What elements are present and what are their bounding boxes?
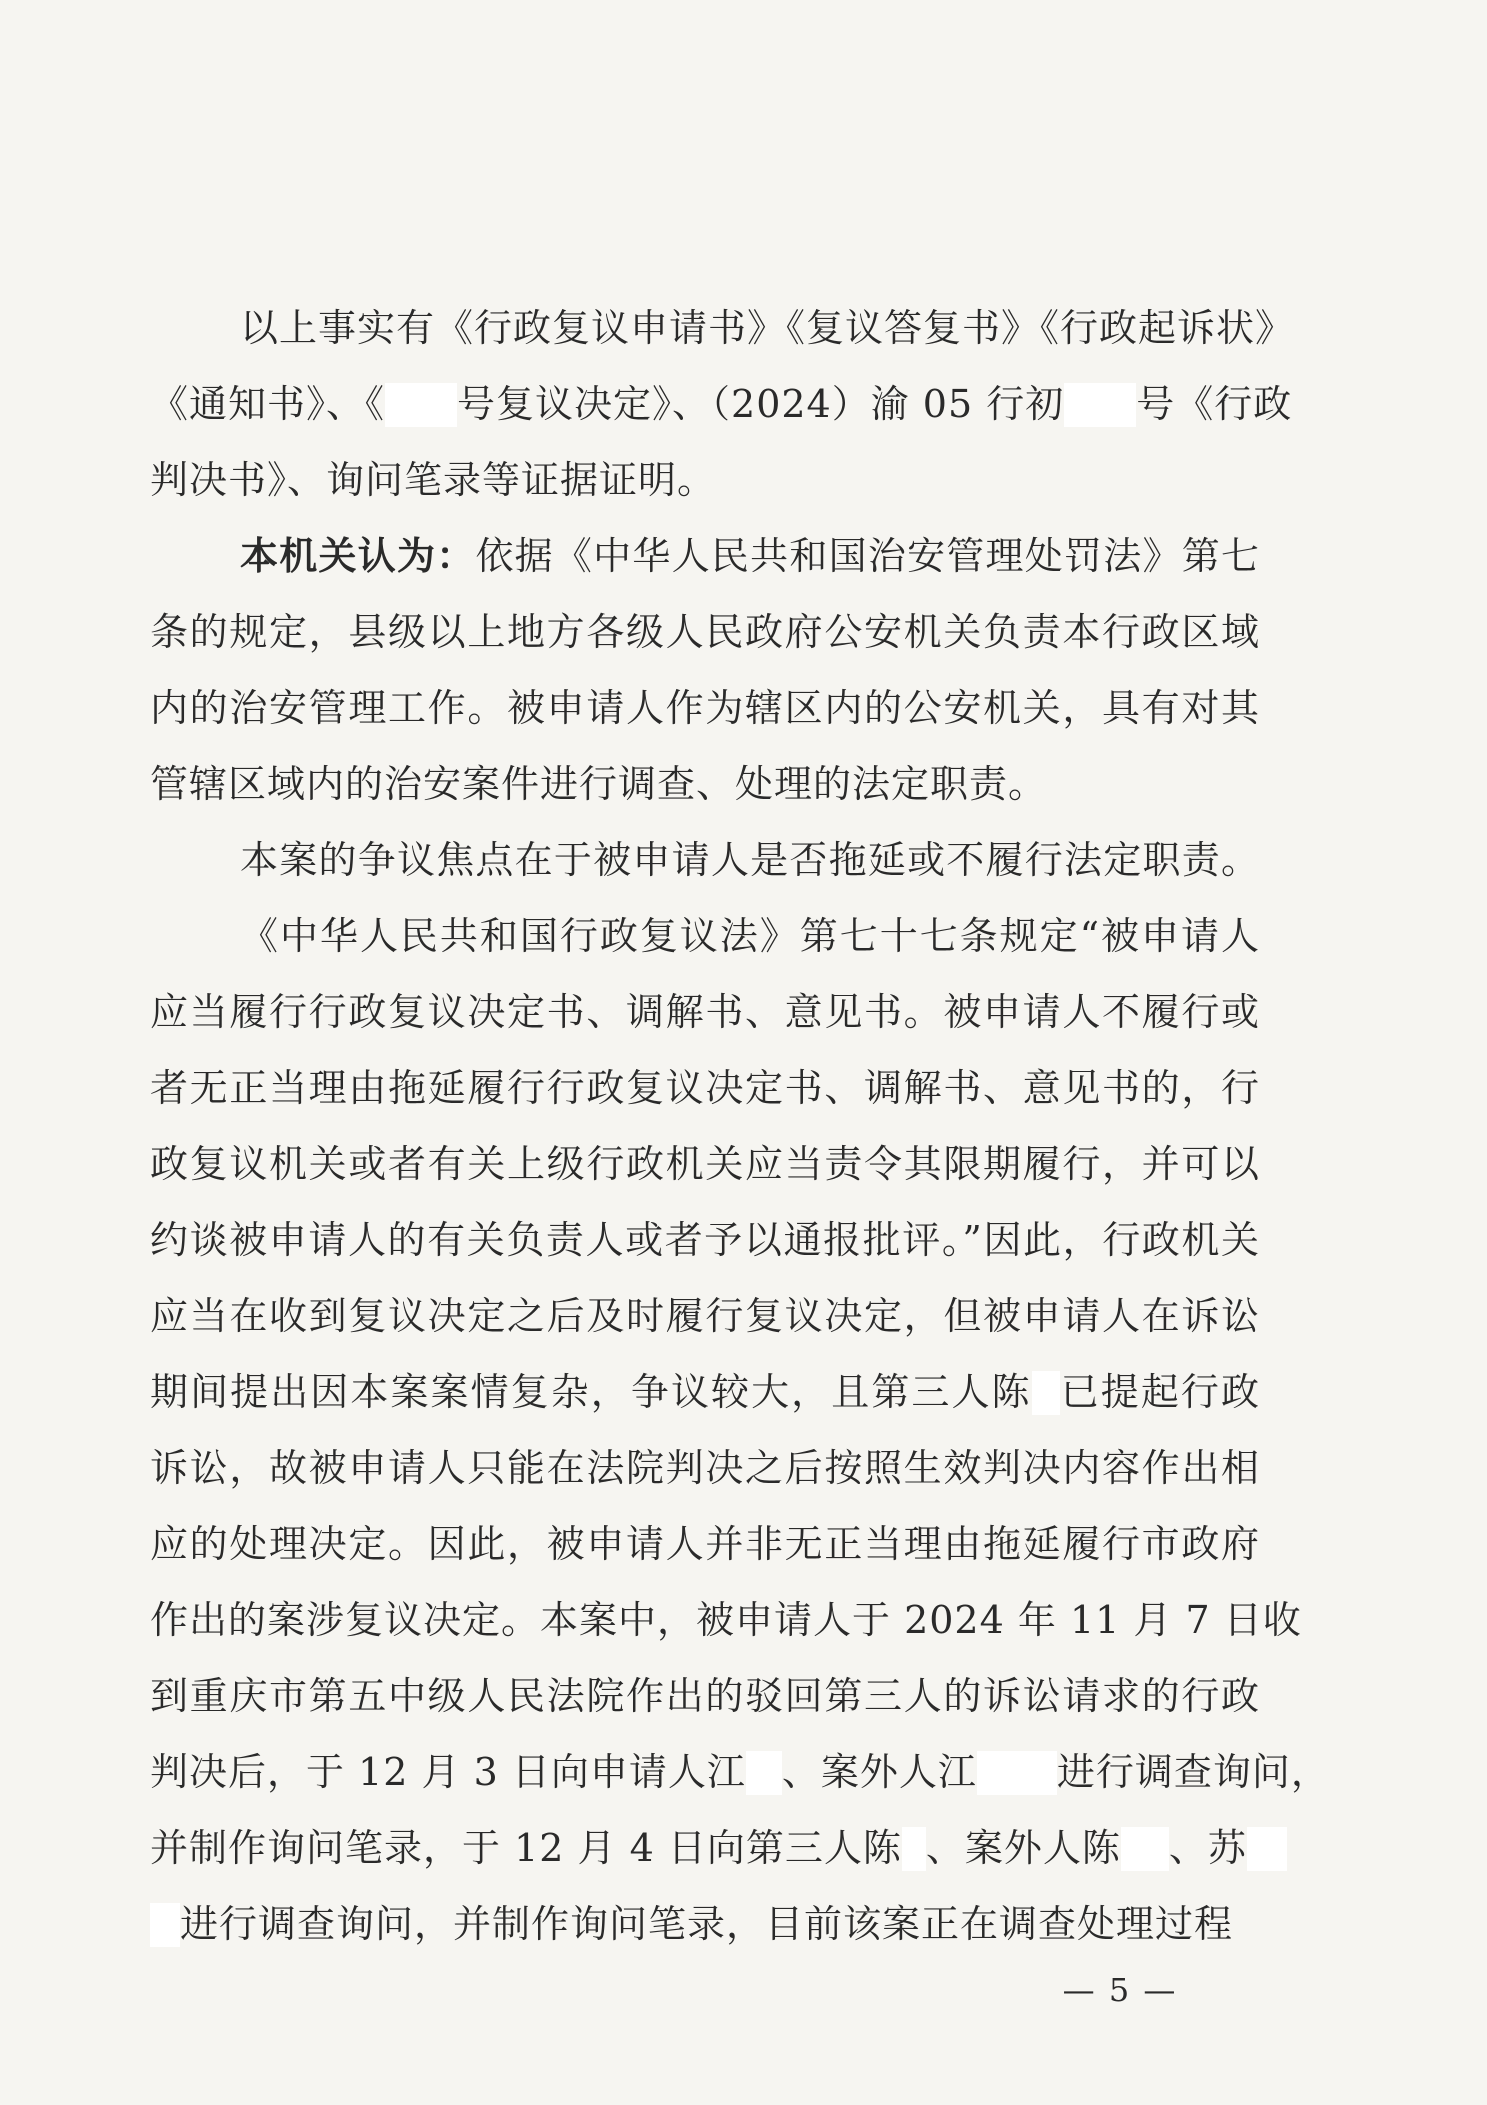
text-segment: 依据《中华人民共和国治安管理处罚法》第七 [475, 534, 1260, 578]
text-segment: 号复议决定》、（2024）渝 05 行初 [457, 382, 1065, 426]
text-line: 者无正当理由拖延履行行政复议决定书、调解书、意见书的，行 [150, 1066, 1260, 1110]
text-line: 政复议机关或者有关上级行政机关应当责令其限期履行，并可以 [150, 1142, 1260, 1186]
text-segment: 期间提出因本案案情复杂，争议较大，且第三人陈 [150, 1370, 1032, 1414]
redaction-block [1247, 1827, 1287, 1871]
text-line: 管辖区域内的治安案件进行调查、处理的法定职责。 [150, 762, 1048, 806]
text-segment: 号《行政 [1136, 382, 1293, 426]
text-segment: 《通知书》、《 [150, 382, 386, 426]
text-line: 应当在收到复议决定之后及时履行复议决定，但被申请人在诉讼 [150, 1294, 1260, 1338]
text-line: 到重庆市第五中级人民法院作出的驳回第三人的诉讼请求的行政 [150, 1674, 1260, 1718]
text-line: 以上事实有《行政复议申请书》《复议答复书》《行政起诉状》 [240, 306, 1295, 350]
text-line: 诉讼，故被申请人只能在法院判决之后按照生效判决内容作出相 [150, 1446, 1260, 1490]
text-line [150, 1354, 1260, 1430]
text-line: 应的处理决定。因此，被申请人并非无正当理由拖延履行市政府 [150, 1522, 1260, 1566]
text-segment: 进行调查询问， [1056, 1750, 1330, 1794]
text-segment: 已提起行政 [1059, 1370, 1260, 1414]
paragraph-lead: 本机关认为： [240, 533, 476, 578]
text-line: 作出的案涉复议决定。本案中，被申请人于 2024 年 11 月 7 日收 [150, 1598, 1302, 1642]
text-segment: 、案外人陈 [925, 1826, 1121, 1870]
text-line [150, 1734, 1330, 1810]
text-line: 约谈被申请人的有关负责人或者予以通报批评。”因此，行政机关 [150, 1218, 1260, 1262]
redaction-block [150, 1903, 180, 1947]
text-line [240, 518, 1260, 594]
text-line: 条的规定，县级以上地方各级人民政府公安机关负责本行政区域 [150, 610, 1260, 654]
text-line: 判决书》、询问笔录等证据证明。 [150, 458, 717, 502]
text-line: 内的治安管理工作。被申请人作为辖区内的公安机关，具有对其 [150, 686, 1260, 730]
redaction-block [977, 1751, 1057, 1795]
text-segment: 并制作询问笔录，于 12 月 4 日向第三人陈 [150, 1826, 902, 1870]
text-segment: 、苏 [1168, 1826, 1247, 1870]
text-line [150, 1886, 1234, 1962]
redaction-block [385, 383, 457, 427]
page-number: — 5 — [1062, 1971, 1178, 2009]
text-line: 《中华人民共和国行政复议法》第七十七条规定“被申请人 [240, 914, 1260, 958]
text-segment: 判决后，于 12 月 3 日向申请人江 [150, 1750, 746, 1794]
text-line: 应当履行行政复议决定书、调解书、意见书。被申请人不履行或 [150, 990, 1260, 1034]
redaction-block [1032, 1371, 1060, 1415]
text-line [150, 366, 1293, 442]
redaction-block [1121, 1827, 1169, 1871]
redaction-block [746, 1751, 782, 1795]
redaction-block [1064, 383, 1136, 427]
text-line [150, 1810, 1260, 1886]
redaction-block [902, 1827, 926, 1871]
text-segment: 、案外人江 [781, 1750, 977, 1794]
text-line: 本案的争议焦点在于被申请人是否拖延或不履行法定职责。 [240, 838, 1260, 882]
text-segment: 进行调查询问，并制作询问笔录，目前该案正在调查处理过程 [180, 1902, 1234, 1946]
